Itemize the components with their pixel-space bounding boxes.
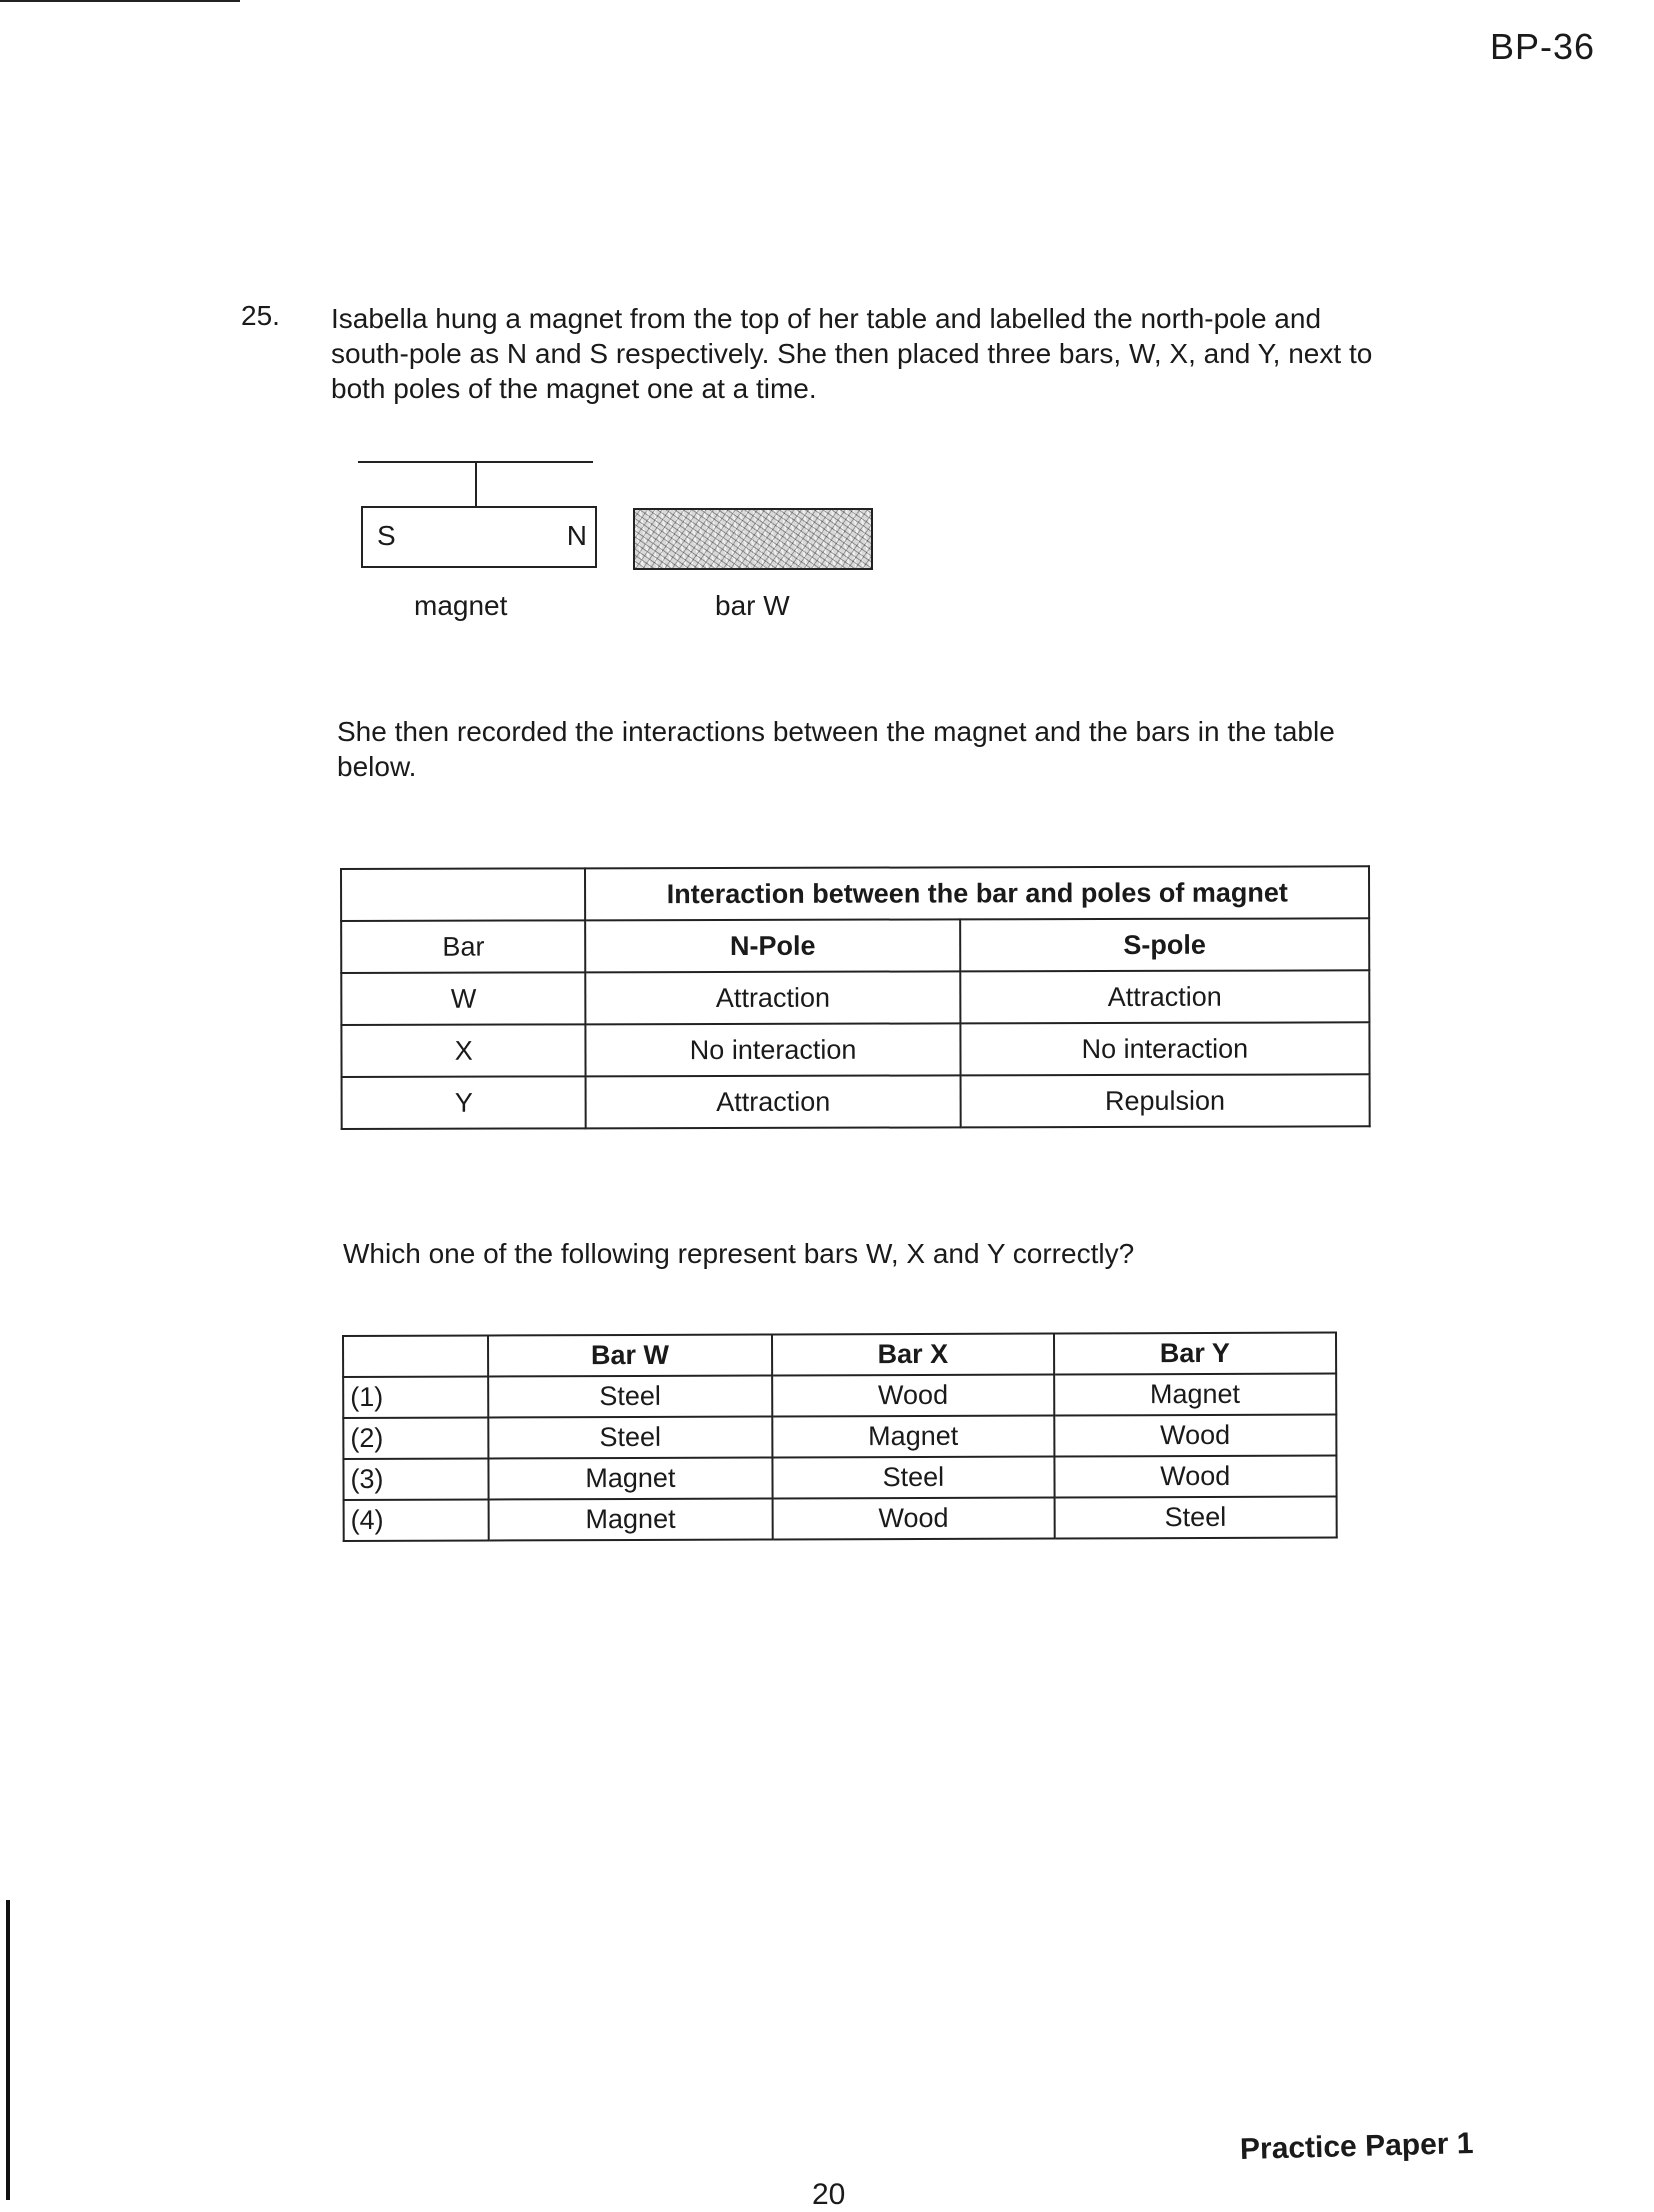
table-cell: Y	[342, 1076, 587, 1129]
table-row	[343, 1333, 1336, 1377]
question-intro: Isabella hung a magnet from the top of her table and labelled the north-pole and south-pole as N and S respectively. She then placed three bars, W, X, and Y, next to both poles of the magnet one at a time.	[331, 303, 1373, 404]
table-cell: Magnet	[488, 1457, 773, 1499]
table-cell: Attraction	[586, 971, 960, 1024]
table-cell: Steel	[1054, 1497, 1337, 1539]
table-cell: Wood	[1054, 1456, 1337, 1498]
question-prompt: Which one of the following represent bars W, X and Y correctly?	[343, 1238, 1135, 1269]
column-header-s-pole: S-pole	[960, 918, 1369, 971]
magnet-diagram	[361, 506, 597, 568]
interaction-group-header: Interaction between the bar and poles of magnet	[585, 866, 1369, 920]
table-row	[341, 1022, 1369, 1077]
question-number: 25.	[241, 300, 280, 331]
page-number: 20	[812, 2178, 846, 2211]
empty-corner-cell	[341, 868, 586, 921]
option-number: (3)	[343, 1458, 488, 1500]
top-rule	[0, 0, 240, 2]
table-cell: Magnet	[772, 1416, 1054, 1458]
table-row	[342, 1074, 1370, 1129]
column-header-n-pole: N-Pole	[586, 919, 960, 972]
interaction-table	[340, 865, 1371, 1130]
column-header-bar-w: Bar W	[488, 1334, 773, 1376]
hanging-string	[475, 461, 477, 506]
empty-corner-cell	[343, 1335, 488, 1377]
options-table	[342, 1332, 1338, 1542]
table-cell: Magnet	[1054, 1374, 1337, 1416]
table-cell: Magnet	[488, 1498, 773, 1540]
table-cell: Wood	[1054, 1415, 1337, 1457]
bar-w-diagram	[633, 508, 873, 570]
left-margin-rule	[6, 1900, 10, 2200]
table-row	[341, 970, 1369, 1025]
table-cell: Attraction	[586, 1075, 960, 1128]
table-cell: Wood	[773, 1498, 1055, 1540]
table-cell: Wood	[772, 1375, 1054, 1417]
table-cell: X	[341, 1024, 586, 1077]
paper-title: Practice Paper 1	[1239, 2126, 1474, 2167]
table-cell: Steel	[773, 1457, 1055, 1499]
column-header-bar-x: Bar X	[772, 1334, 1054, 1376]
column-header-bar-y: Bar Y	[1054, 1333, 1337, 1375]
table-row	[343, 1415, 1336, 1459]
magnet-caption: magnet	[414, 590, 508, 621]
table-cell: W	[341, 972, 586, 1025]
table-row	[341, 866, 1369, 921]
column-header-bar: Bar	[341, 920, 586, 973]
table-row	[344, 1497, 1337, 1541]
table-cell: Attraction	[960, 970, 1369, 1023]
bar-w-caption: bar W	[715, 590, 790, 621]
magnet-south-pole-label: S	[377, 520, 396, 551]
table-cell: Steel	[488, 1375, 773, 1417]
option-number: (1)	[343, 1376, 488, 1418]
option-number: (4)	[344, 1499, 489, 1541]
table-cell: No interaction	[960, 1022, 1369, 1075]
table-cell: Repulsion	[960, 1074, 1369, 1127]
option-number: (2)	[343, 1417, 488, 1459]
table-cell: Steel	[488, 1416, 773, 1458]
table-row	[343, 1456, 1336, 1500]
table-cell: No interaction	[586, 1023, 960, 1076]
table-row	[343, 1374, 1336, 1418]
page-code: BP-36	[1490, 26, 1596, 67]
magnet-north-pole-label: N	[566, 520, 587, 551]
table-row	[341, 918, 1369, 973]
recorded-text: She then recorded the interactions between the magnet and the bars in the table below.	[337, 716, 1335, 782]
